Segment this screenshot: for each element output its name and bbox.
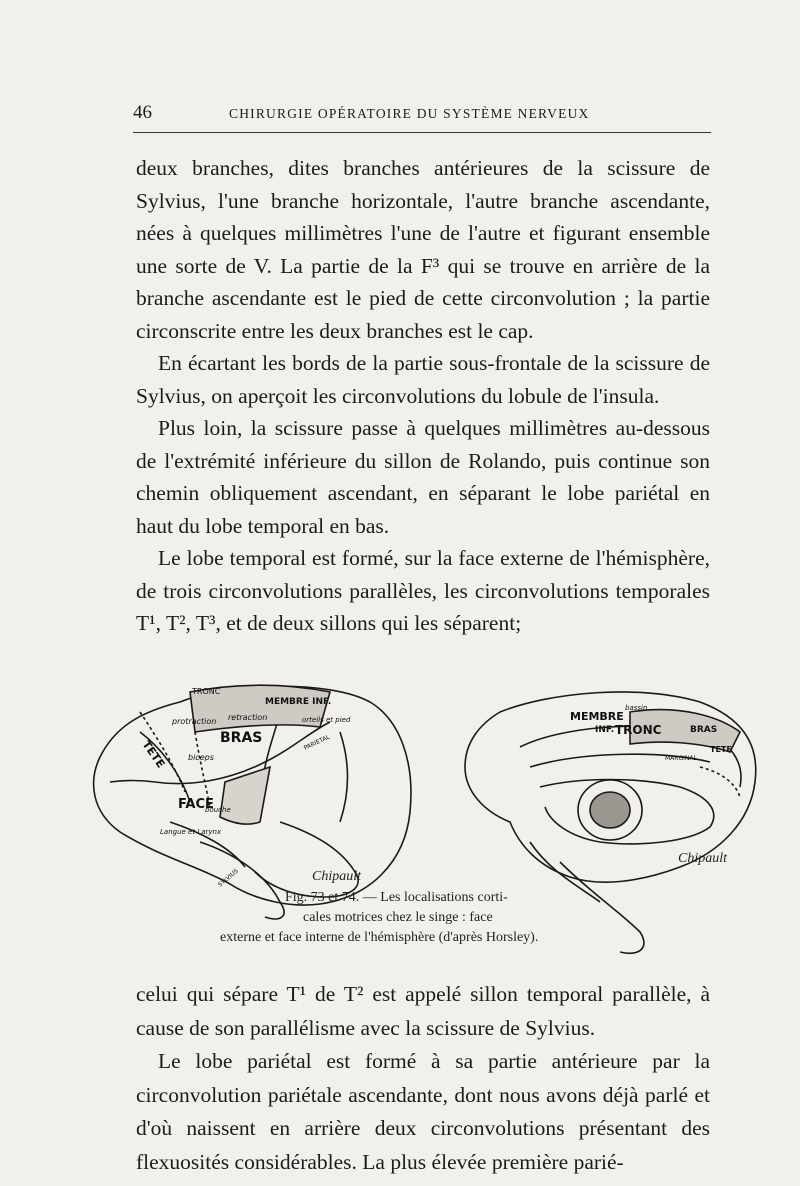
label-orteils: orteils et pied <box>302 716 351 724</box>
page-header <box>133 102 711 126</box>
label-inf-right: INF. <box>595 725 615 735</box>
text-block-top <box>136 152 710 640</box>
label-parietal: PARIETAL <box>302 733 331 752</box>
label-bassin: bassin <box>625 704 648 712</box>
label-protraction: protraction <box>172 717 217 726</box>
figure-caption-line-1: Fig. 73 et 74. — Les localisations corti- <box>285 890 508 905</box>
label-retraction: retraction <box>228 713 268 722</box>
running-head: CHIRURGIE OPÉRATOIRE DU SYSTÈME NERVEUX <box>229 106 590 121</box>
label-membre-right: MEMBRE <box>570 710 624 723</box>
signature-left: Chipault <box>312 869 362 884</box>
paragraph: Le lobe temporal est formé, sur la face externe de l'hémisphère, de trois circonvolutions parallèles, les circonvolutions temporales T¹, T², T³, et de deux sillons qui les séparent; <box>136 546 710 635</box>
label-bras-left: BRAS <box>220 730 263 746</box>
page-number: 46 <box>133 102 152 123</box>
header-rule <box>133 132 711 133</box>
label-larynx: Langue et Larynx <box>160 828 222 836</box>
label-sylvius: SYLVIUS <box>216 867 240 889</box>
paragraph: deux branches, dites branches antérieures de la scissure de Sylvius, l'une branche horizontale, l'autre branche ascendante, nées à quelques millimètres l'une de l'autre et figurant ensemble une sorte de V. La partie de la F³ qui se trouve en arrière de la branche ascendante est le pied de cette circonvolution ; la partie circonscrite entre les deux branches est le cap. <box>136 156 710 343</box>
label-tronc-right: TRONC <box>615 723 662 737</box>
paragraph: En écartant les bords de la partie sous-frontale de la scissure de Sylvius, on aperçoit les circonvolutions du lobule de l'insula. <box>136 351 710 408</box>
label-bras-right: BRAS <box>690 725 718 735</box>
figure-caption-line-2: cales motrices chez le singe : face <box>303 910 493 925</box>
label-tronc-left: TRONC <box>192 687 221 696</box>
label-tete-right: TETE <box>710 745 732 754</box>
paragraph: Plus loin, la scissure passe à quelques millimètres au-dessous de l'extrémité inférieure du sillon de Rolando, puis continue son chemin obliquement ascendant, en séparant le lobe pariétal en haut du lobe temporal en bas. <box>136 416 710 538</box>
figure-caption-line-3: externe et face interne de l'hémisphère (d'après Horsley). <box>220 930 539 945</box>
label-face: FACE <box>178 797 214 812</box>
label-bouche: bouche <box>205 806 231 814</box>
label-membre-inf-left: MEMBRE INF. <box>265 697 332 707</box>
label-biceps: biceps <box>188 753 214 762</box>
label-marginal: MARGINAL <box>665 755 697 762</box>
text-block-bottom <box>136 978 710 1179</box>
paragraph: Le lobe pariétal est formé à sa partie antérieure par la circonvolution pariétale ascendante, dont nous avons déjà parlé et d'où naissent en arrière deux circonvolutions présentant des flexuosités considérables. La plus élevée première parié- <box>136 1049 710 1174</box>
signature-right: Chipault <box>678 851 728 866</box>
paragraph: celui qui sépare T¹ de T² est appelé sillon temporal parallèle, à cause de son parallélisme avec la scissure de Sylvius. <box>136 982 710 1040</box>
label-tete-left: TETE <box>139 738 168 771</box>
